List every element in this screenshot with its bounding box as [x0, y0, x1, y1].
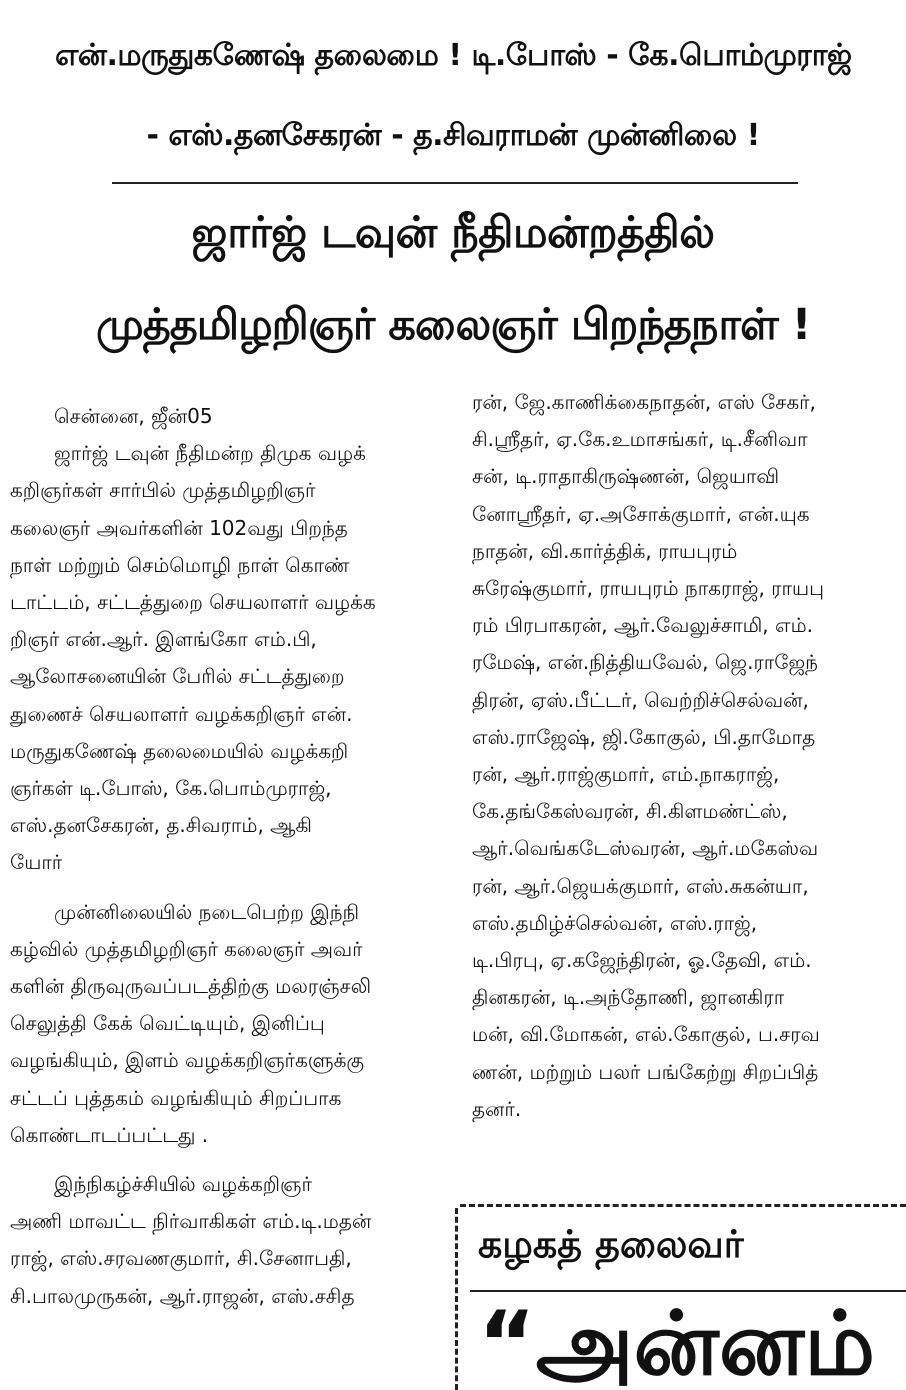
text-line: அணி மாவட்ட நிர்வாகிகள் எம்.டி.மதன்: [10, 1209, 372, 1234]
text-line: சன், டி.ராதாகிருஷ்ணன், ஜெயாவி: [472, 464, 780, 489]
text-line: நாதன், வி.கார்த்திக், ராயபுரம்: [472, 538, 738, 563]
text-line: திரன், ஏஸ்.பீட்டர், வெற்றிச்செல்வன்,: [472, 687, 809, 712]
text-line: கறிஞர்கள் சார்பில் முத்தமிழறிஞர்: [10, 478, 316, 503]
headline-divider: [112, 182, 798, 184]
text-line: ரன், ஆர்.ஜெயக்குமார், எஸ்.சுகன்யா,: [472, 873, 809, 898]
article-left-column: [10, 398, 442, 1315]
text-line: வழங்கியும், இளம் வழக்கறிஞர்களுக்கு: [10, 1048, 365, 1073]
text-line: ஜார்ஜ் டவுன் நீதிமன்ற திமுக வழக்: [54, 441, 366, 466]
next-article-heading: கழகத் தலைவர்: [478, 1222, 744, 1266]
paragraph-3: [10, 1166, 442, 1315]
headline-main-2: முத்தமிழறிஞர் கலைஞர் பிறந்தநாள் !: [96, 300, 811, 350]
dateline: சென்னை, ஜீன்05: [54, 404, 213, 428]
text-line: மருதுகணேஷ் தலைமையில் வழக்கறி: [10, 738, 349, 763]
text-line: களின் திருவுருவப்படத்திற்கு மலரஞ்சலி: [10, 974, 372, 999]
text-line: ராஜ், எஸ்.சரவணகுமார், சி.சேனாபதி,: [10, 1246, 352, 1271]
text-line: ரம் பிரபாகரன், ஆர்.வேலுச்சாமி, எம்.: [472, 613, 814, 638]
text-line: கழ்வில் முத்தமிழறிஞர் கலைஞர் அவர்: [10, 936, 363, 961]
text-line: சட்டப் புத்தகம் வழங்கியும் சிறப்பாக: [10, 1085, 342, 1110]
headline-line-2: - எஸ்.தனசேகரன் - த.சிவராமன் முன்னிலை !: [146, 118, 760, 153]
next-article-divider: [470, 1290, 906, 1292]
paragraph-1: [10, 435, 442, 881]
headline-line-1: என்.மருதுகணேஷ் தலைமை ! டி.போஸ் - கே.பொம்முராஜ்: [55, 38, 852, 73]
text-line: எஸ்.ராஜேஷ், ஜி.கோகுல், பி.தாமோத: [472, 724, 816, 749]
text-line: ரன், ஜே.காணிக்கைநாதன், எஸ் சேகர்,: [472, 390, 816, 414]
text-line: றிஞர் என்.ஆர். இளங்கோ எம்.பி,: [10, 627, 317, 652]
text-line: எஸ்.தனசேகரன், த.சிவராம், ஆகி: [10, 813, 312, 838]
box-border-top: [460, 1204, 906, 1207]
text-line: இந்நிகழ்ச்சியில் வழக்கறிஞர்: [54, 1172, 312, 1197]
text-line: சி.ஸ்ரீதர், ஏ.கே.உமாசங்கர், டி.சீனிவா: [472, 427, 808, 452]
text-line: னோஸ்ரீதர், ஏ.அசோக்குமார், என்.யுக: [472, 501, 810, 526]
text-line: எஸ்.தமிழ்ச்செல்வன், எஸ்.ராஜ்,: [472, 910, 758, 935]
text-line: ரமேஷ், என்.நித்தியவேல், ஜெ.ராஜேந்: [472, 650, 818, 675]
text-line: தனர்.: [472, 1096, 522, 1121]
headline-main-1: ஜார்ஜ் டவுன் நீதிமன்றத்தில்: [191, 208, 715, 258]
paragraph-2: [10, 894, 442, 1154]
text-line: துணைச் செயலாளர் வழக்கறிஞர் என்.: [10, 701, 353, 726]
text-line: சுரேஷ்குமார், ராயபுரம் நாகராஜ், ராயபு: [472, 576, 824, 601]
text-line: தினகரன், டி.அந்தோணி, ஜானகிரா: [472, 985, 785, 1010]
paragraph-gap: [10, 1154, 442, 1166]
text-line: கொண்டாடப்பட்டது .: [10, 1122, 209, 1147]
text-line: நாள் மற்றும் செம்மொழி நாள் கொண்: [10, 552, 350, 577]
text-line: ஆர்.வெங்கடேஸ்வரன், ஆர்.மகேஸ்வ: [472, 836, 819, 861]
text-line: ணன், மற்றும் பலர் பங்கேற்று சிறப்பித்: [472, 1059, 819, 1084]
text-line: ஞர்கள் டி.போஸ், கே.பொம்முராஜ்,: [10, 776, 332, 801]
box-border-left: [455, 1208, 458, 1390]
paragraph-gap: [10, 882, 442, 894]
text-line: ஆலோசனையின் பேரில் சட்டத்துறை: [10, 664, 345, 689]
text-line: டாட்டம், சட்டத்துறை செயலாளர் வழக்க: [10, 590, 376, 615]
next-article-quote: “அன்னம்: [478, 1300, 876, 1388]
text-line: கே.தங்கேஸ்வரன், சி.கிளமண்ட்ஸ்,: [472, 799, 788, 824]
article-right-column: [472, 384, 902, 1128]
text-line: மன், வி.மோகன், எல்.கோகுல், ப.சரவ: [472, 1022, 820, 1047]
text-line: செலுத்தி கேக் வெட்டியும், இனிப்பு: [10, 1011, 325, 1036]
text-line: ரன், ஆர்.ராஜ்குமார், எம்.நாகராஜ்,: [472, 762, 780, 787]
text-line: யோர்: [10, 850, 63, 875]
text-line: சி.பாலமுருகன், ஆர்.ராஜன், எஸ்.சசித: [10, 1283, 355, 1308]
text-line: முன்னிலையில் நடைபெற்ற இந்நி: [54, 899, 360, 924]
text-line: டி.பிரபு, ஏ.கஜேந்திரன், ஓ.தேவி, எம்.: [472, 948, 812, 973]
text-line: கலைஞர் அவர்களின் 102வது பிறந்த: [10, 515, 348, 540]
